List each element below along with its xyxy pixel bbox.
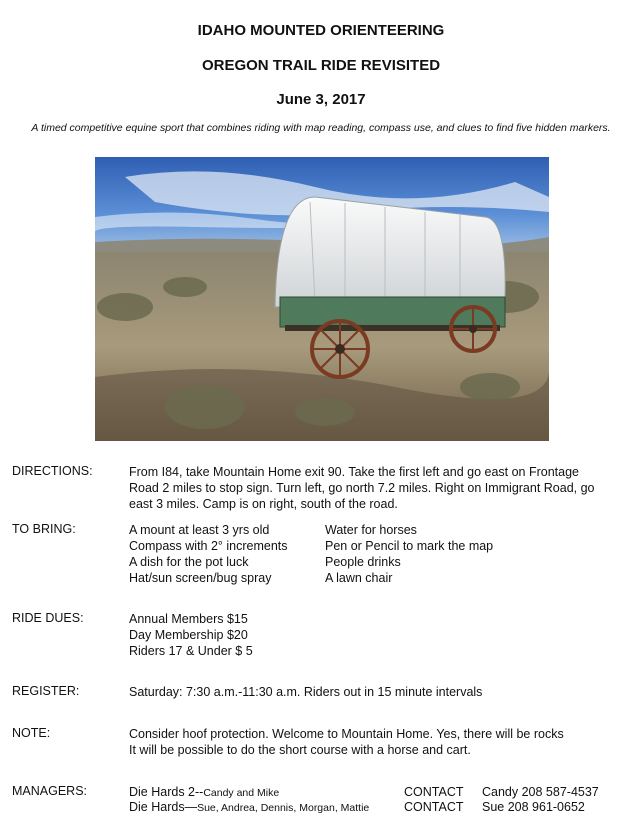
contact-label: CONTACT: [404, 800, 464, 814]
list-item: Annual Members $15: [129, 612, 248, 626]
ride-dues-label: RIDE DUES:: [12, 611, 84, 625]
directions-line: east 3 miles. Camp is on right, south of the road.: [129, 497, 398, 511]
list-item: People drinks: [325, 555, 401, 569]
ride-dues-list: [129, 611, 253, 659]
manager-row: [129, 799, 369, 816]
list-item: Compass with 2° increments: [129, 539, 288, 553]
to-bring-label: TO BRING:: [12, 522, 76, 536]
directions-line: Road 2 miles to stop sign. Turn left, go north 7.2 miles. Right on Immigrant Road, go: [129, 481, 595, 495]
manager-group: Die Hards 2--: [129, 785, 204, 799]
list-item: Pen or Pencil to mark the map: [325, 539, 494, 553]
directions-text: [129, 464, 595, 512]
managers-label: MANAGERS:: [12, 784, 88, 798]
list-item: A mount at least 3 yrs old: [129, 523, 270, 537]
list-item: A lawn chair: [325, 571, 393, 585]
list-item: Riders 17 & Under $ 5: [129, 644, 253, 658]
manager-names: Candy and Mike: [203, 787, 280, 799]
register-text: Saturday: 7:30 a.m.-11:30 a.m. Riders out in 15 minute intervals: [129, 685, 483, 699]
directions-line: From I84, take Mountain Home exit 90. Take the first left and go east on Frontage: [129, 465, 580, 479]
list-item: Water for horses: [325, 523, 417, 537]
directions-label: DIRECTIONS:: [12, 464, 93, 478]
covered-wagon-photo: [95, 157, 549, 441]
note-text: [129, 726, 564, 758]
to-bring-list-1: [129, 522, 288, 586]
page-title: IDAHO MOUNTED ORIENTEERING: [197, 22, 445, 39]
manager-names: Sue, Andrea, Dennis, Morgan, Mattie: [197, 802, 370, 814]
contact-info: Sue 208 961-0652: [482, 800, 585, 814]
to-bring-list-2: [325, 522, 493, 586]
event-title: OREGON TRAIL RIDE REVISITED: [201, 57, 441, 74]
list-item: Hat/sun screen/bug spray: [129, 571, 272, 585]
tagline: A timed competitive equine sport that combines riding with map reading, compass use, and clues to find five hidden markers.: [31, 122, 611, 134]
register-label: REGISTER:: [12, 684, 80, 698]
note-label: NOTE:: [12, 726, 51, 740]
contact-label: CONTACT: [404, 785, 464, 799]
event-date: June 3, 2017: [276, 91, 366, 108]
manager-group: Die Hards—: [129, 800, 198, 814]
contact-info: Candy 208 587-4537: [482, 785, 599, 799]
note-line: It will be possible to do the short course with a horse and cart.: [129, 743, 471, 757]
note-line: Consider hoof protection. Welcome to Mountain Home. Yes, there will be rocks: [129, 727, 564, 741]
list-item: A dish for the pot luck: [129, 555, 249, 569]
list-item: Day Membership $20: [129, 628, 248, 642]
